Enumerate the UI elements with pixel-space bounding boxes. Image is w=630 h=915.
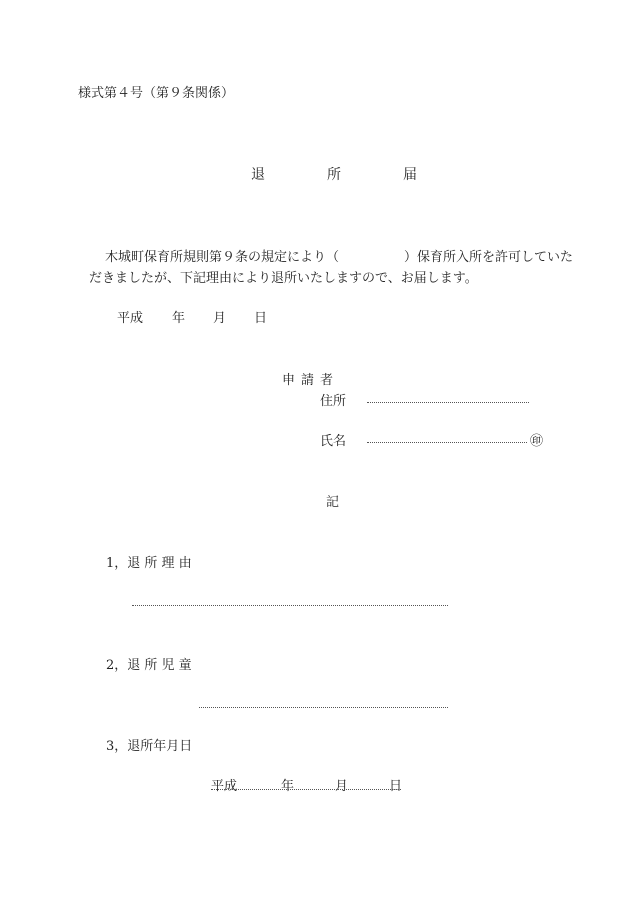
title-char-1: 退 — [251, 167, 265, 183]
withdrawal-date-year: 年 — [281, 779, 295, 794]
submission-date-month: 月 — [213, 311, 227, 326]
seal-mark: ㊞ — [530, 434, 544, 449]
child-field[interactable] — [199, 707, 448, 708]
submission-date-day: 日 — [254, 311, 268, 326]
reason-item-label: 1，退 所 理 由 — [106, 556, 192, 571]
name-field[interactable] — [367, 442, 527, 443]
title-char-3: 届 — [403, 167, 417, 183]
address-label: 住所 — [320, 394, 347, 409]
address-field[interactable] — [367, 402, 529, 403]
reason-field[interactable] — [132, 605, 448, 606]
submission-date-era: 平成 — [117, 311, 144, 326]
applicant-heading: 申請者 — [282, 373, 340, 388]
name-label: 氏名 — [320, 434, 347, 449]
submission-date-year: 年 — [172, 311, 186, 326]
withdrawal-date-item-label: 3，退所年月日 — [106, 739, 193, 754]
title-char-2: 所 — [327, 167, 341, 183]
withdrawal-date-day: 日 — [389, 779, 403, 794]
withdrawal-date-field[interactable] — [211, 789, 401, 790]
form-number: 様式第４号（第９条関係） — [78, 86, 235, 101]
intro-text-line-2: だきましたが、下記理由により退所いたしますので、お届します。 — [89, 271, 478, 286]
withdrawal-date-era: 平成 — [211, 779, 238, 794]
withdrawal-date-month: 月 — [335, 779, 349, 794]
child-item-label: 2，退 所 児 童 — [106, 658, 192, 673]
ki-heading: 記 — [326, 495, 340, 510]
intro-text-line-1: 木城町保育所規則第９条の規定により（ ）保育所入所を許可していた — [105, 250, 574, 265]
